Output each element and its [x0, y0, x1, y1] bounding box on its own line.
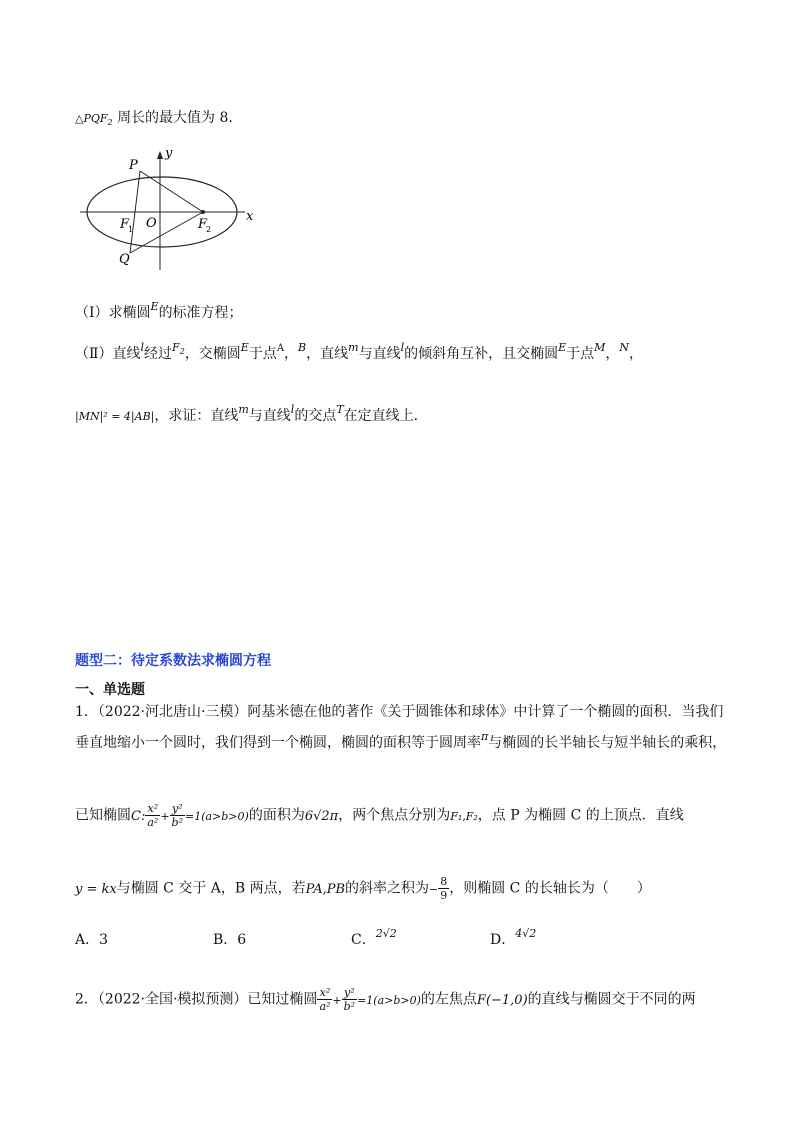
p1-line2-a: 垂直地缩小一个圆时，我们得到一个椭圆，椭圆的面积等于圆周率 [75, 735, 481, 751]
y-arrow [157, 151, 163, 159]
den-b2: b² [343, 1000, 356, 1013]
var-l: l [290, 403, 295, 416]
p1-line4-b: 的斜率之积为 [345, 880, 430, 897]
var-E: E [240, 341, 249, 354]
foci: F₁,F₂ [450, 809, 478, 823]
q1-prefix: （Ⅰ）求椭圆 [75, 305, 151, 321]
q2-t9: ， [605, 346, 620, 362]
var-A: A [276, 343, 285, 354]
q2-t6: 与直线 [358, 346, 401, 362]
p1-line4-c: ，则椭圆 C 的长轴长为（ ） [449, 880, 651, 897]
line-eq: y = kx [75, 881, 117, 897]
q2-t1: 经过 [144, 346, 173, 362]
var-F-sub: 2 [179, 347, 185, 356]
q2-t2: ，交椭圆 [184, 346, 241, 362]
triangle-sub: 2 [107, 118, 113, 127]
pa-pb: PA,PB [305, 881, 346, 897]
frac-y2-b2 [342, 986, 357, 1013]
option-b[interactable]: B．6 [213, 932, 247, 948]
p2-mid: 的左焦点 [420, 991, 477, 1008]
question-part-2 [75, 341, 644, 366]
problem-1-line-1: 1．（2022·河北唐山·三模）阿基米德在他的著作《关于圆锥体和球体》中计算了一个椭圆的面积．当我们 [75, 704, 724, 720]
neg-sign: − [429, 882, 439, 896]
var-l: l [400, 341, 405, 354]
frac-x2-a2 [317, 986, 332, 1013]
frac-x2-a2 [145, 802, 160, 829]
perimeter-line [75, 108, 233, 130]
area-value: 6√2π [304, 808, 339, 824]
p1-line3-c: ，两个焦点分别为 [338, 807, 451, 824]
option-c-value: 2√2 [375, 927, 397, 940]
p1-line3-a: 已知椭圆 [75, 807, 131, 824]
problem-2-line-1 [75, 986, 696, 1013]
formula-mn-ab: |MN|² = 4|AB| [75, 410, 155, 423]
q2-t3: 于点 [248, 346, 277, 362]
plus: + [332, 993, 342, 1007]
problem-1-line-4 [75, 875, 651, 902]
p1-line4-a: 与椭圆 C 交于 A，B 两点，若 [116, 880, 306, 897]
var-F: F [172, 341, 180, 354]
option-a[interactable]: A．3 [75, 932, 109, 948]
colon: : [140, 808, 146, 824]
var-E: E [558, 341, 567, 354]
frac-y2-b2 [170, 802, 185, 829]
var-m: m [348, 341, 359, 354]
p1-line3-b: 的面积为 [248, 807, 305, 824]
option-c-label: C． [351, 932, 376, 948]
num-y2: y² [170, 802, 185, 816]
label-F1-sub: 1 [128, 225, 134, 234]
section-heading: 题型二：待定系数法求椭圆方程 [75, 653, 271, 669]
label-x: x [246, 209, 254, 224]
label-F2: F [198, 217, 208, 232]
problem-1-line-3 [75, 802, 684, 829]
var-B: B [298, 341, 307, 354]
num-x2: x² [145, 802, 160, 816]
eq-rest: =1(a>b>0) [357, 993, 421, 1007]
ellipse-figure [75, 145, 275, 280]
frac-8-9 [438, 875, 449, 902]
label-P: P [129, 158, 138, 173]
q2-t4: ， [284, 346, 299, 362]
num-x2: x² [317, 986, 332, 1000]
option-d-value: 4√2 [515, 927, 537, 940]
left-focus: F(−1,0) [476, 992, 528, 1008]
q2b-t2: 与直线 [248, 408, 291, 424]
q2-t10: ， [629, 346, 644, 362]
option-d-label: D． [490, 932, 516, 948]
q1-suffix: 的标准方程； [158, 305, 243, 321]
num-8: 8 [440, 875, 448, 888]
q2-t7: 的倾斜角互补，且交椭圆 [404, 346, 559, 362]
den-a2: a² [319, 1000, 331, 1013]
var-m: m [238, 403, 249, 416]
pi-symbol: π [481, 730, 489, 743]
p2-lead: 2．（2022·全国·模拟预测）已知过椭圆 [75, 991, 318, 1008]
var-M: M [594, 341, 606, 354]
q2-prefix: （Ⅱ）直线 [75, 346, 141, 362]
q2-t8: 于点 [566, 346, 595, 362]
q2-t5: ，直线 [306, 346, 349, 362]
question-part-1 [75, 300, 243, 324]
den-9: 9 [440, 889, 448, 902]
var-T: T [336, 403, 344, 416]
label-O: O [146, 216, 157, 231]
option-d[interactable] [490, 922, 537, 948]
triangle-label: △PQF [75, 112, 108, 125]
p1-line3-d: ，点 P 为椭圆 C 的上顶点．直线 [477, 807, 684, 824]
eq-rest: =1(a>b>0) [184, 809, 249, 823]
option-c[interactable] [351, 922, 397, 948]
var-E: E [150, 300, 159, 313]
q2b-t1: ，求证：直线 [154, 408, 239, 424]
var-l: l [140, 341, 145, 354]
p2-tail: 的直线与椭圆交于不同的两 [527, 991, 696, 1008]
ellipse-C: C [131, 808, 141, 824]
label-F2-sub: 2 [206, 225, 212, 234]
plus: + [160, 809, 170, 823]
num-y2: y² [342, 986, 357, 1000]
problem-1-line-2 [75, 730, 727, 754]
var-N: N [619, 341, 630, 354]
q2b-t3: 的交点 [294, 408, 337, 424]
question-part-2-cont [75, 403, 419, 427]
section-subheading: 一、单选题 [75, 682, 145, 698]
point-F2 [201, 210, 205, 214]
p1-line2-b: 与椭圆的长半轴长与短半轴长的乘积， [488, 735, 727, 751]
perimeter-text: 周长的最大值为 8. [117, 110, 233, 126]
label-F1: F [120, 217, 130, 232]
q2b-t4: 在定直线上. [343, 408, 419, 424]
den-b2: b² [171, 816, 183, 829]
label-y: y [165, 146, 173, 161]
den-a2: a² [147, 816, 159, 829]
label-Q: Q [119, 252, 130, 267]
